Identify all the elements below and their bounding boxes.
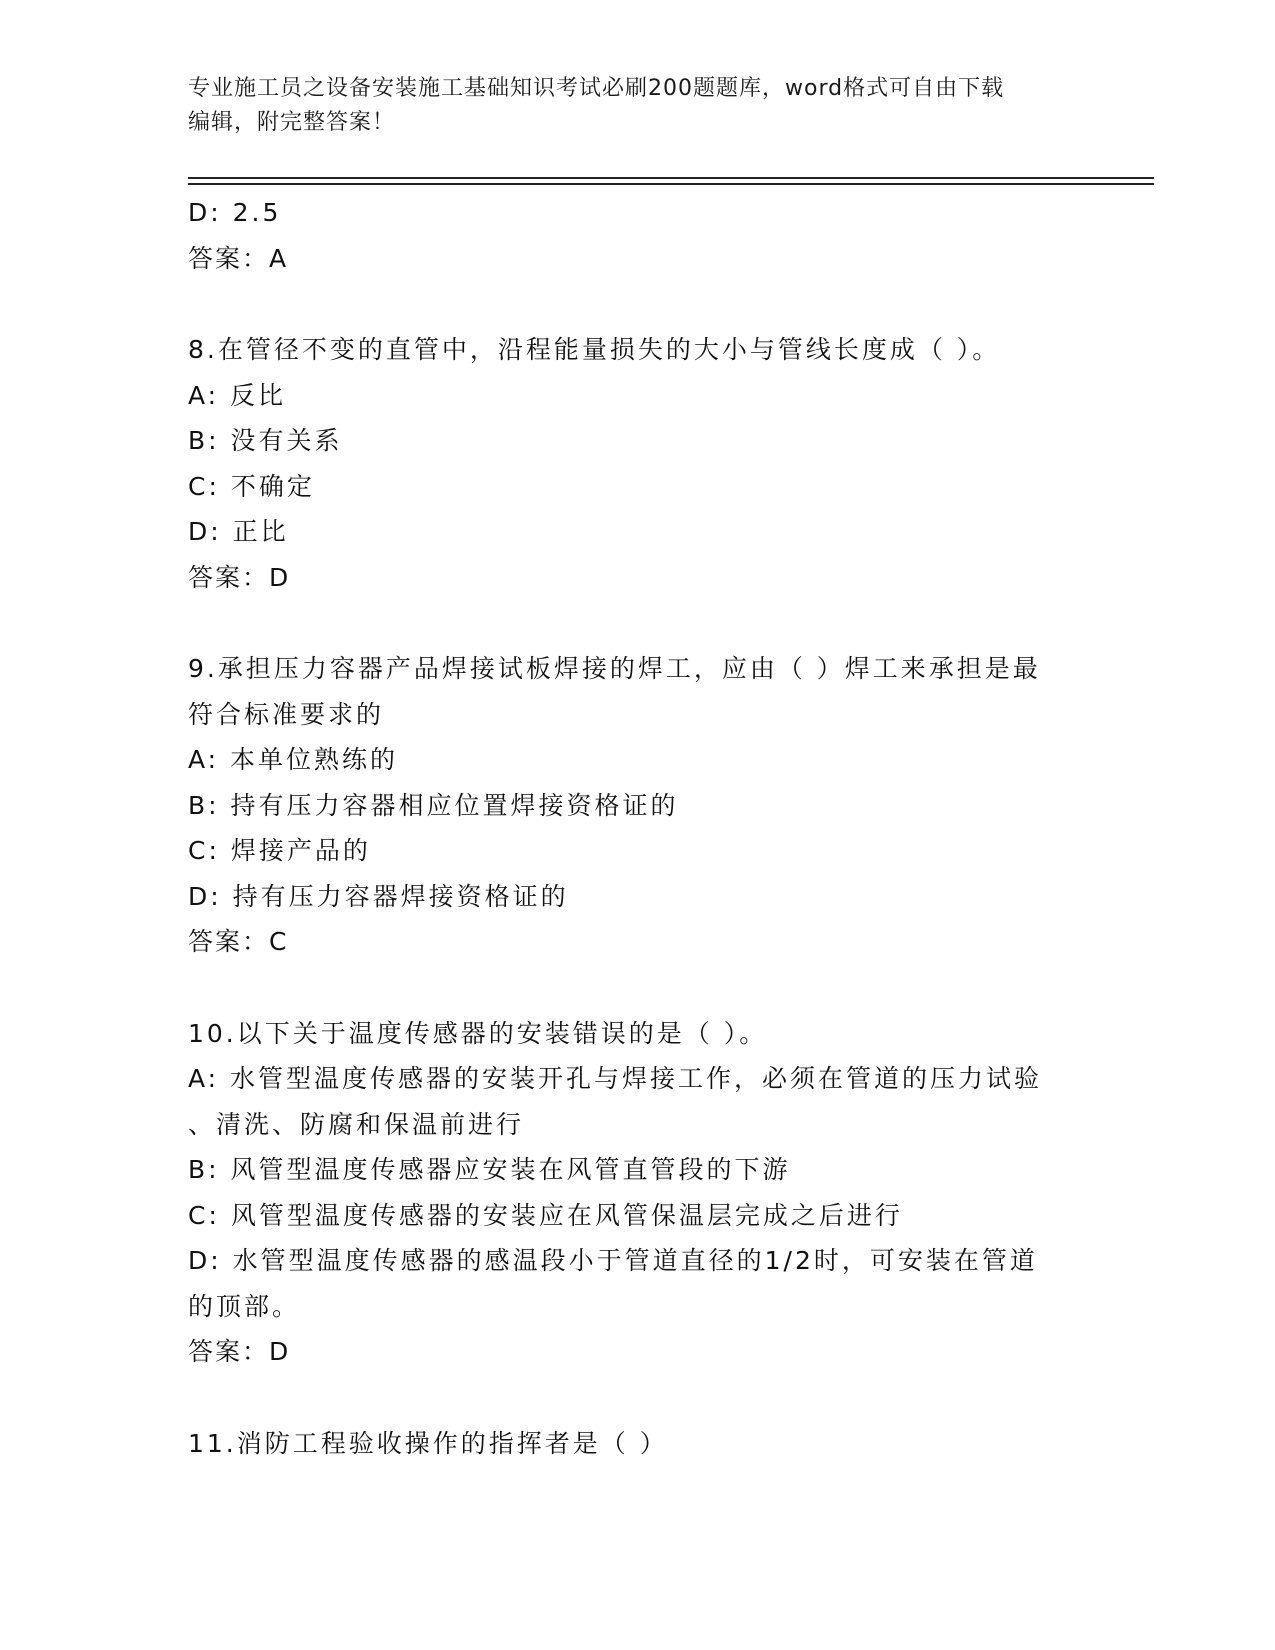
question-11-stem: 11.消防工程验收操作的指挥者是（ ） [188, 1428, 668, 1458]
question-8-option-b: B: 没有关系 [188, 426, 343, 455]
spacer [188, 965, 1088, 1011]
question-8-stem: 8.在管径不变的直管中，沿程能量损失的大小与管线长度成（ ）。 [188, 335, 1001, 364]
prev-answer: 答案：A [188, 243, 289, 273]
question-10-option-a-line-2: 、清洗、防腐和保温前进行 [188, 1109, 525, 1139]
prev-option-d: D: 2.5 [188, 198, 282, 227]
question-10-option-b: B: 风管型温度传感器应安装在风管直管段的下游 [188, 1155, 791, 1184]
page-header [188, 72, 1088, 140]
question-10-stem: 10.以下关于温度传感器的安装错误的是（ ）。 [188, 1018, 768, 1048]
question-10-option-d-line-1: D: 水管型温度传感器的感温段小于管道直径的1/2时，可安装在管道 [188, 1246, 1038, 1275]
header-title-line-1: 专业施工员之设备安装施工基础知识考试必刷200题题库，word格式可自由下载 [188, 76, 1005, 101]
question-8-option-d: D: 正比 [188, 517, 289, 546]
question-9-option-a: A: 本单位熟练的 [188, 745, 399, 774]
spacer [188, 600, 1088, 646]
question-9-stem-line-1: 9.承担压力容器产品焊接试板焊接的焊工，应由（ ）焊工来承担是最 [188, 654, 1041, 683]
question-9-stem-line-2: 符合标准要求的 [188, 699, 385, 729]
question-9-answer: 答案：C [188, 927, 289, 956]
question-8-option-a: A: 反比 [188, 380, 287, 410]
header-divider-bottom [188, 183, 1154, 185]
spacer [188, 1375, 1088, 1421]
question-10-answer: 答案：D [188, 1337, 291, 1366]
question-10-option-a-line-1: A: 水管型温度传感器的安装开孔与焊接工作，必须在管道的压力试验 [188, 1064, 1043, 1093]
question-10-option-c: C: 风管型温度传感器的安装应在风管保温层完成之后进行 [188, 1200, 903, 1230]
header-title-line-2: 编辑，附完整答案！ [188, 110, 396, 135]
question-9-option-b: B: 持有压力容器相应位置焊接资格证的 [188, 790, 679, 820]
question-9-option-c: C: 焊接产品的 [188, 836, 371, 865]
question-9-option-d: D: 持有压力容器焊接资格证的 [188, 881, 569, 911]
header-divider-top [188, 177, 1154, 179]
spacer [188, 281, 1088, 327]
question-8-option-c: C: 不确定 [188, 471, 315, 501]
question-list [188, 190, 1088, 1466]
question-8-answer: 答案：D [188, 562, 291, 592]
question-10-option-d-line-2: 的顶部。 [188, 1291, 301, 1321]
